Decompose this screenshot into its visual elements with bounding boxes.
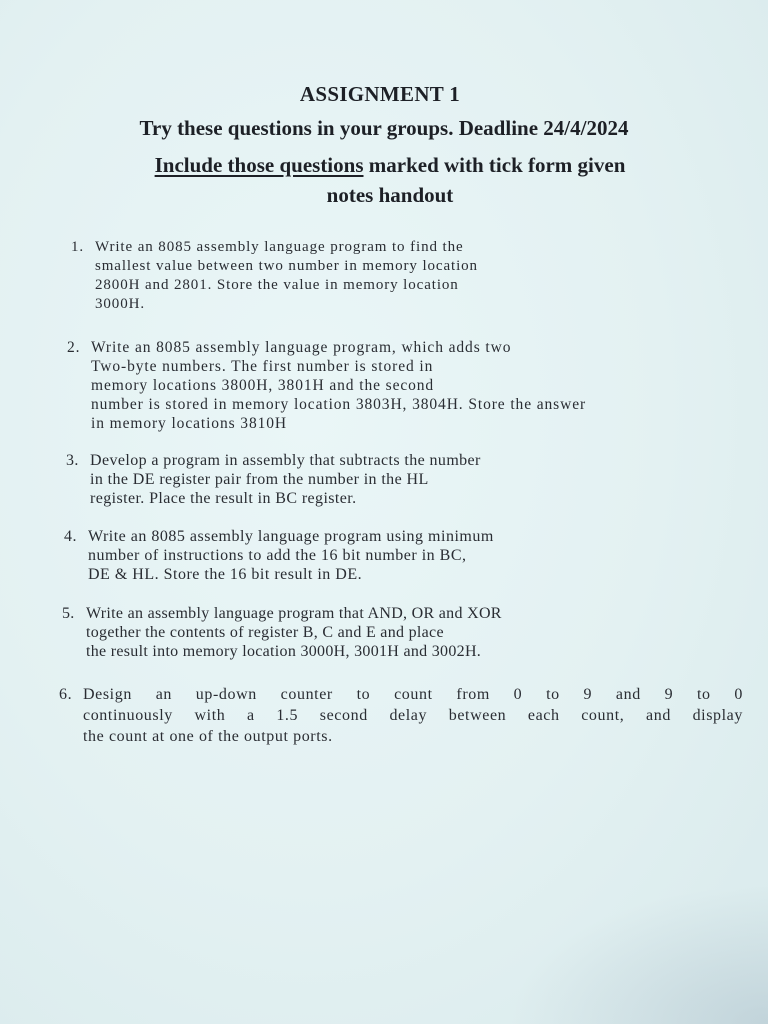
question-number: 6. [59,686,73,703]
question-number: 4. [64,528,77,545]
question-line: number is stored in memory location 3803H, 3804H. Store the answer [91,396,587,413]
question-line: 2800H and 2801. Store the value in memory location [95,277,459,293]
question-line: smallest value between two number in memory location [95,258,478,274]
assignment-note [40,150,740,210]
assignment-subtitle: Try these questions in your groups. Deadline 24/4/2024 [139,116,629,140]
question-3 [66,451,481,508]
question-line: number of instructions to add the 16 bit number in BC, [88,547,467,564]
question-line: the result into memory location 3000H, 3001H and 3002H. [86,643,482,660]
question-5 [62,604,502,661]
question-number: 1. [71,239,85,255]
question-line: Two-byte numbers. The first number is stored in [91,358,434,375]
question-line: continuously with a 1.5 second delay between each count, and display [83,707,743,724]
question-number: 3. [66,452,79,469]
question-2 [67,338,587,433]
question-line: in the DE register pair from the number in the HL [90,471,429,488]
question-line: register. Place the result in BC register. [90,490,357,507]
question-4 [64,527,494,584]
question-line: in memory locations 3810H [91,415,287,432]
note-underlined-text: Include those questions [154,153,364,177]
question-line: 3000H. [95,296,145,312]
question-line: memory locations 3800H, 3801H and the second [91,377,435,394]
question-line: the count at one of the output ports. [83,728,333,745]
question-line: Design an up-down counter to count from 0 to 9 and 9 to 0 [83,686,743,703]
question-line: Write an assembly language program that AND, OR and XOR [86,605,502,622]
note-text: marked with tick form given [363,153,626,177]
question-line: Write an 8085 assembly language program to find the [95,239,464,255]
question-number: 2. [67,339,81,356]
question-line: Develop a program in assembly that subtracts the number [90,452,481,469]
question-line: DE & HL. Store the 16 bit result in DE. [88,566,363,583]
question-line: Write an 8085 assembly language program using minimum [88,528,494,545]
question-line: Write an 8085 assembly language program, which adds two [91,339,512,356]
question-number: 5. [62,605,75,622]
question-line: together the contents of register B, C and E and place [86,624,444,641]
note-text-line2: notes handout [326,183,454,207]
question-1 [71,238,478,314]
assignment-title: ASSIGNMENT 1 [299,82,461,106]
question-6 [59,684,743,747]
